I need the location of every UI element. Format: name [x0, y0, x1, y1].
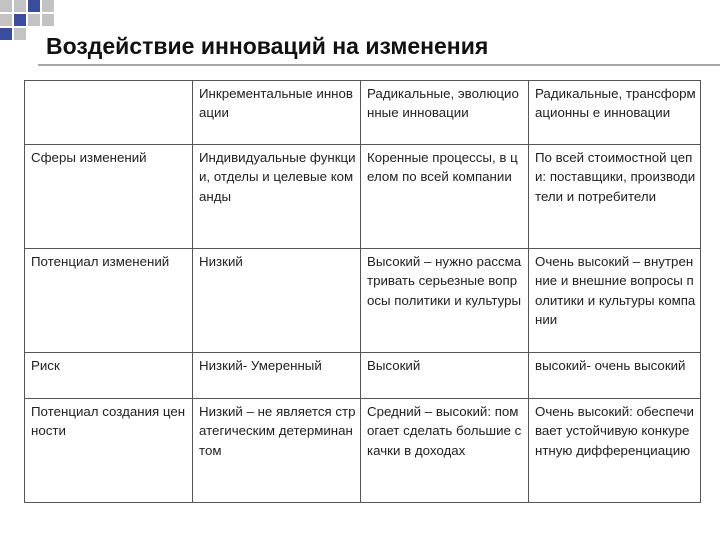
row-label: Сферы изменений — [25, 145, 193, 249]
table-cell: Высокий – нужно рассматривать серьезные вопросы политики и культуры — [361, 249, 529, 353]
table-header-row — [25, 81, 701, 145]
table-cell: Очень высокий: обеспечивает устойчивую конкурентную дифференциацию — [529, 399, 701, 503]
table-cell: По всей стоимостной цепи: поставщики, производители и потребители — [529, 145, 701, 249]
decor-square — [0, 14, 12, 26]
table-cell: Низкий- Умеренный — [193, 353, 361, 399]
header-cell-empty — [25, 81, 193, 145]
decor-square — [28, 0, 40, 12]
table-row — [25, 249, 701, 353]
row-label: Потенциал изменений — [25, 249, 193, 353]
decor-square — [14, 14, 26, 26]
table-cell: Индивидуальные функции, отделы и целевые команды — [193, 145, 361, 249]
title-underline — [38, 64, 720, 66]
decor-square — [14, 0, 26, 12]
slide-title: Воздействие инноваций на изменения — [46, 33, 489, 59]
header-cell-incremental: Инкрементальные инновации — [193, 81, 361, 145]
table-cell: высокий- очень высокий — [529, 353, 701, 399]
innovation-impact-table — [24, 80, 701, 503]
decor-square — [28, 14, 40, 26]
table-row — [25, 353, 701, 399]
table-cell: Средний – высокий: помогает сделать большие скачки в доходах — [361, 399, 529, 503]
table-row — [25, 145, 701, 249]
table-cell: Очень высокий – внутренние и внешние вопросы политики и культуры компании — [529, 249, 701, 353]
decor-square — [14, 28, 26, 40]
header-cell-radical-evolutionary: Радикальные, эволюционные инновации — [361, 81, 529, 145]
decor-square — [0, 28, 12, 40]
row-label: Риск — [25, 353, 193, 399]
header-cell-radical-transformational: Радикальные, трансформационны е инновации — [529, 81, 701, 145]
table-cell: Коренные процессы, в целом по всей компании — [361, 145, 529, 249]
row-label: Потенциал создания ценности — [25, 399, 193, 503]
decor-square — [42, 14, 54, 26]
table-row — [25, 399, 701, 503]
decor-square — [42, 0, 54, 12]
table-cell: Низкий — [193, 249, 361, 353]
table-cell: Низкий – не является стратегическим детерминантом — [193, 399, 361, 503]
decor-square — [0, 0, 12, 12]
table-cell: Высокий — [361, 353, 529, 399]
